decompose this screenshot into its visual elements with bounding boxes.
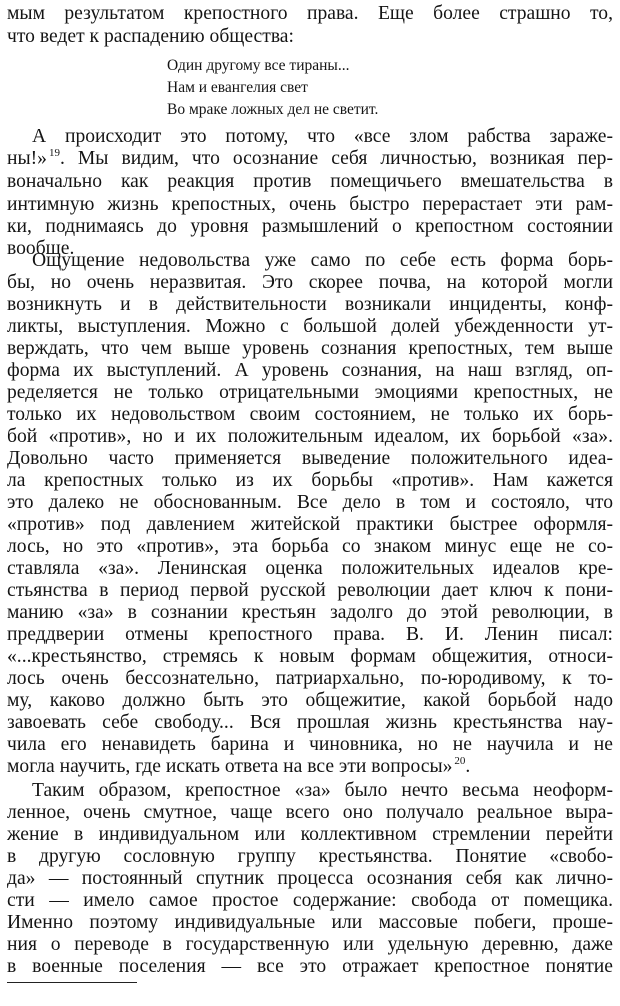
text-line: Таким образом, крепостное «за» было нечто весьма неоформ- — [32, 780, 613, 801]
line-text: . Мы видим, что осознание себя личностью, возникая пер- — [59, 148, 613, 169]
verse-line: Нам и евангелия свет — [167, 79, 308, 96]
line-text: . — [465, 756, 471, 777]
text-line: верждать, что чем выше уровень сознания крепостных, тем выше — [7, 338, 613, 359]
text-line: лось очень бессознательно, патриархально, по-юродивому, к то- — [7, 668, 613, 689]
text-line: жение в индивидуальном или коллективном стремлении перейти — [7, 824, 613, 845]
text-line: воначально как реакция против помещичьего вмешательства в — [7, 171, 613, 192]
footnote-reference: 19 — [48, 147, 60, 160]
text-line: ния о переводе в государственную или удельную деревню, даже — [7, 934, 613, 955]
text-line — [7, 756, 613, 778]
text-line: манию «за» в сознании крестьян задолго до этой революции, в — [7, 602, 613, 623]
line-text: могла научить, где искать ответа на все эти вопросы» — [7, 756, 453, 777]
text-line: преддверии отмены крепостного права. В. И. Ленин писал: — [7, 624, 613, 645]
text-line: стьянства в период первой русской революции дает ключ к пони- — [7, 580, 613, 601]
text-line: сти — имело самое простое содержание: свобода от помещика. — [7, 890, 613, 911]
text-line: только их недовольством своим состоянием, не только их борь- — [7, 404, 613, 425]
text-line: интимную жизнь крепостных, очень быстро перерастает эти рам- — [7, 194, 613, 215]
text-line: чила его ненавидеть барина и чиновника, но не научила и не — [7, 734, 613, 755]
text-line: ла крепостных только из их борьбы «против». Нам кажется — [7, 470, 613, 491]
footnote-divider — [7, 982, 137, 983]
text-line: в другую сословную группу крестьянства. Понятие «свобо- — [7, 846, 613, 867]
text-line: бы, но очень неразвитая. Это скорее почва, на которой могли — [7, 272, 613, 293]
text-line: ликты, выступления. Можно с большой долей убежденности ут- — [7, 316, 613, 337]
text-line: лось, но это «против», эта борьба со знаком минус еще не со- — [7, 536, 613, 557]
text-line: форма их выступлений. А уровень сознания, на наш взгляд, оп- — [7, 360, 613, 381]
footnote-reference: 20 — [454, 755, 466, 768]
text-line: Ощущение недовольства уже само по себе есть форма борь- — [32, 250, 613, 271]
text-line: ки, поднимаясь до уровня размышлений о крепостном состоянии — [7, 216, 613, 237]
text-line: «...крестьянство, стремясь к новым формам общежития, относи- — [7, 646, 613, 667]
text-line: завоевать себе свободу... Вся прошлая жизнь крестьянства нау- — [7, 712, 613, 733]
text-line: в военные поселения — все это отражает крепостное понятие — [7, 956, 613, 977]
text-line: Довольно часто применяется выведение положительного идеа- — [7, 448, 613, 469]
text-line: что ведет к распадению общества: — [7, 26, 294, 47]
text-line: «против» под давлением житейской практики быстрее оформля- — [7, 514, 613, 535]
text-line: му, каково должно быть это общежитие, какой борьбой надо — [7, 690, 613, 711]
text-line: Именно поэтому индивидуальные или массовые побеги, проше- — [7, 912, 613, 933]
text-line: ленное, очень смутное, чаще всего оно получало реальное выра- — [7, 802, 613, 823]
text-line: вообще. — [7, 238, 75, 259]
text-line: бой «против», но и их положительным идеалом, их борьбой «за». — [7, 426, 613, 447]
text-line — [7, 148, 613, 170]
verse-line: Во мраке ложных дел не светит. — [167, 101, 379, 118]
text-line: возникнуть и в действительности возникали инциденты, конф- — [7, 294, 613, 315]
text-line: А происходит это потому, что «все злом рабства зараже- — [32, 126, 613, 147]
text-line: да» — постоянный спутник процесса осознания себя как лично- — [7, 868, 613, 889]
line-text: ны!» — [7, 148, 47, 169]
text-line: это далеко не обоснованным. Все дело в том и состояло, что — [7, 492, 613, 513]
text-line: мым результатом крепостного права. Еще более страшно то, — [7, 3, 613, 24]
text-line: ставляла «за». Ленинская оценка положительных идеалов кре- — [7, 558, 613, 579]
verse-line: Один другому все тираны... — [167, 57, 350, 74]
text-line: ределяется не только отрицательными эмоциями крепостных, не — [7, 382, 613, 403]
